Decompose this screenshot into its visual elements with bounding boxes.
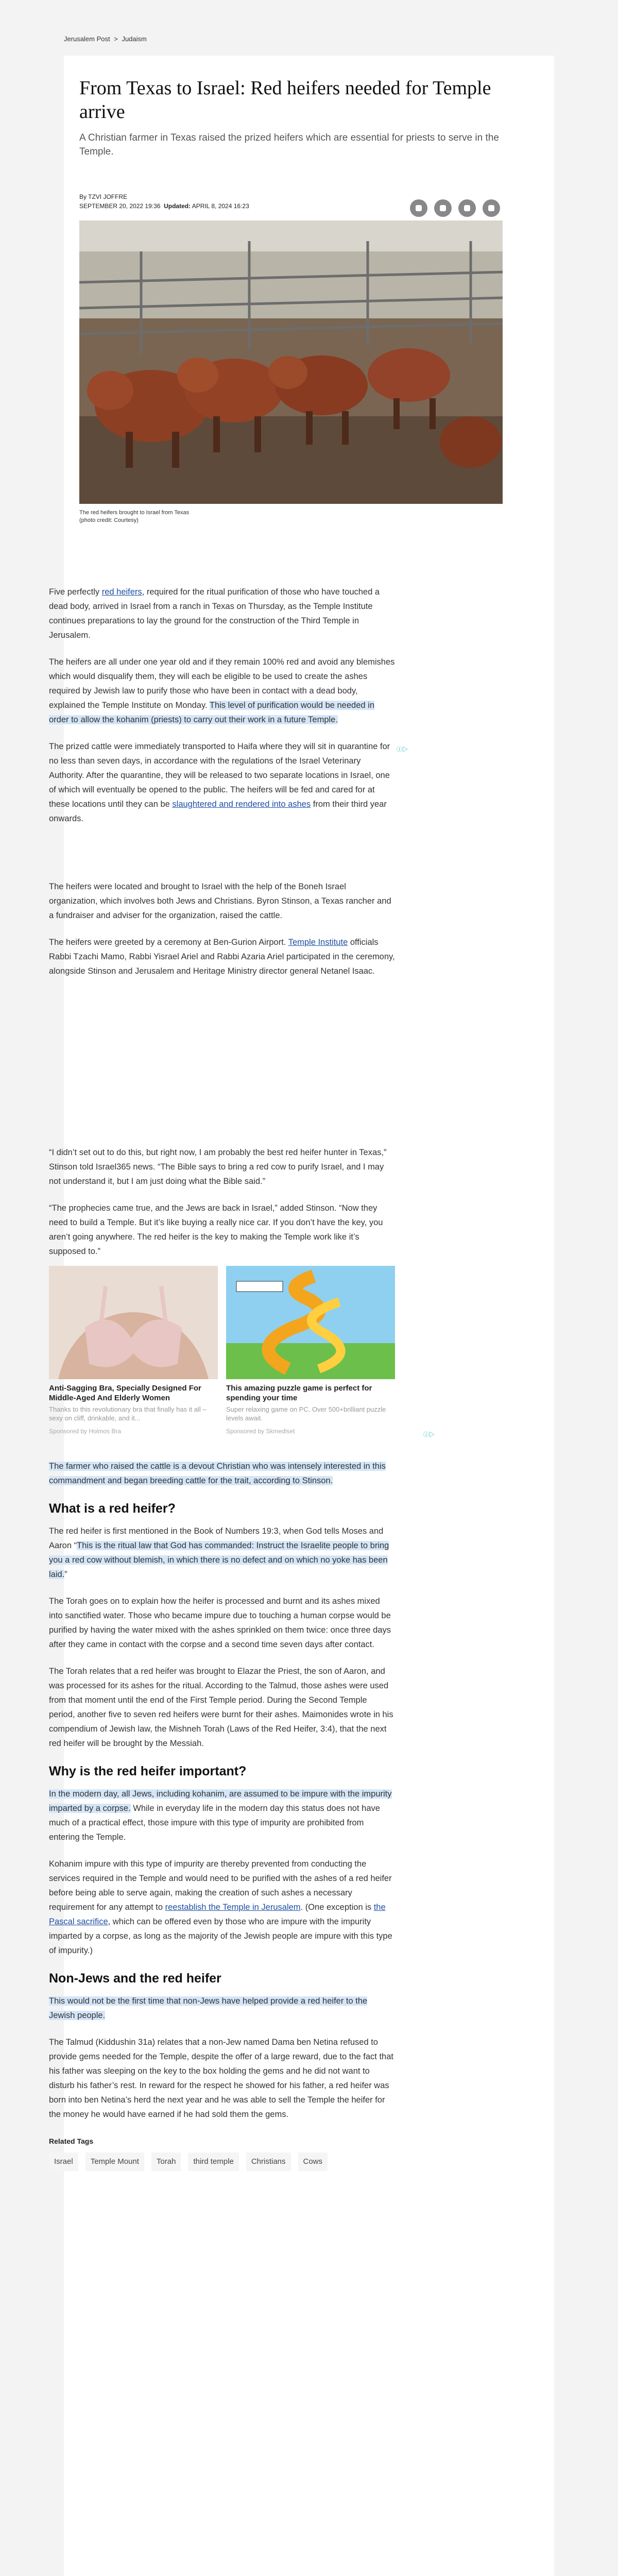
whatsapp-icon[interactable] <box>483 199 500 217</box>
tag-item[interactable]: Temple Mount <box>85 2153 144 2171</box>
paragraph: The heifers were located and brought to Israel with the help of the Boneh Israel organization, which involves both Jews and Christians. Byron Stinson, a Texas rancher and a fundraiser and adviser for the organization, raised the cattle. <box>49 882 391 920</box>
breadcrumb <box>64 35 149 43</box>
breadcrumb-section[interactable]: Judaism <box>122 35 147 43</box>
promo-title[interactable]: This amazing puzzle game is perfect for spending your time <box>226 1384 372 1402</box>
promo-sponsor: Sponsored by Skmedlset <box>226 1428 295 1435</box>
author[interactable]: By TZVI JOFFRE <box>79 193 128 200</box>
related-tags <box>49 2153 395 2171</box>
promo-image <box>49 1266 218 1379</box>
promo-card[interactable] <box>226 1266 395 1438</box>
related-tags-label: Related Tags <box>49 2137 94 2145</box>
reestablish-temple-link[interactable]: reestablish the Temple in Jerusalem <box>165 1903 301 1912</box>
article-body <box>49 585 395 2171</box>
highlighted-text: This would not be the first time that non-Jews have helped provide a red heifer to the Jewish people. <box>49 1996 368 2020</box>
bra-photo <box>49 1266 218 1379</box>
section-heading: Why is the red heifer important? <box>49 1764 247 1778</box>
red-heifers-photo <box>79 221 503 504</box>
promo-card[interactable] <box>49 1266 218 1438</box>
breadcrumb-site[interactable]: Jerusalem Post <box>64 35 110 43</box>
published-date: SEPTEMBER 20, 2022 19:36 <box>79 202 161 210</box>
highlighted-text: This is the ritual law that God has commanded: Instruct the Israelite people to bring you a red cow without blemish, in which there is no defect and on which no yoke has been laid. <box>49 1541 389 1579</box>
updated-date: APRIL 8, 2024 16:23 <box>192 202 249 210</box>
promo-desc: Super relaxing game on PC. Over 500+brilliant puzzle levels await. <box>226 1405 386 1422</box>
updated-label: Updated: <box>164 202 191 210</box>
twitter-icon[interactable] <box>434 199 452 217</box>
ad-slot <box>49 991 395 1145</box>
paragraph <box>49 1994 395 2023</box>
paragraph: Five perfectly red heifers, required for the ritual purification of those who have touched a dead body, arrived in Israel from a ranch in Texas on Thursday, as the Temple Institute continues preparations to lay the ground for the construction of the Third Temple in Jerusalem. <box>49 587 380 640</box>
paragraph: The red heifer is first mentioned in the Book of Numbers 19:3, when God tells Moses and Aaron “This is the ritual law that God has commanded: Instruct the Israelite people to bring you a red cow without blemish, in which there is no defect and on which no yoke has been laid.” <box>49 1527 389 1579</box>
email-icon[interactable] <box>410 199 427 217</box>
paragraph: The prized cattle were immediately transported to Haifa where they will sit in quarantine for no less than seven days, in accordance with the regulations of the Israel Veterinary Authority. After the quarantine, they will be released to two separate locations in Israel, one of which will eventually be opened to the public. The heifers will be fed and cared for at these locations until they can be slaughtered and rendered into ashes from their third year onwards. <box>49 742 390 823</box>
dates <box>79 201 249 211</box>
facebook-icon[interactable] <box>458 199 476 217</box>
breadcrumb-separator: > <box>114 35 118 43</box>
byline <box>79 192 249 211</box>
promo-title[interactable]: Anti-Sagging Bra, Specially Designed For Middle-Aged And Elderly Women <box>49 1384 201 1402</box>
paragraph <box>49 1459 395 1488</box>
tag-item[interactable]: Cows <box>298 2153 328 2171</box>
ad-slot <box>49 838 395 879</box>
paragraph: “I didn’t set out to do this, but right now, I am probably the best red heifer hunter in Texas,” Stinson told Israel365 news. “The Bible says to bring a red cow to purify Israel, and I may not understand it, but I am just doing what the Bible said.” <box>49 1148 387 1186</box>
paragraph: Kohanim impure with this type of impurity are thereby prevented from conducting the services required in the Temple and would need to be purified with the ashes of a red heifer before being able to serve again, making the creation of such ashes a necessary requirement for any attempt to reestablish the Temple in Jerusalem. (One exception is the Pascal sacrifice, which can be offered even by those who are impure with the impurity imparted by a corpse, as long as the majority of the Jewish people are impure with this type of impurity.) <box>49 1859 392 1955</box>
slaughtered-link[interactable]: slaughtered and rendered into ashes <box>172 800 311 809</box>
paragraph: “The prophecies came true, and the Jews are back in Israel,” added Stinson. “Now they need to build a Temple. But it’s like buying a really nice car. If you don’t have the key, you aren’t going anywhere. The red heifer is the key to making the Temple work like it’s supposed to.” <box>49 1204 383 1256</box>
red-heifers-link[interactable]: red heifers <box>101 587 142 597</box>
article-subtitle: A Christian farmer in Texas raised the prized heifers which are essential for priests to serve in the Temple. <box>79 132 499 157</box>
hero-image <box>79 221 503 504</box>
ad-choices-icon[interactable]: ⓘ▷ <box>423 1432 435 1438</box>
paragraph: The heifers are all under one year old and if they remain 100% red and avoid any blemishes which would disqualify them, they will each be eligible to be used to create the ashes required by Jewish law to purify those who have been in contact with a dead body, explained the Temple Institute on Monday. This level of purification would be needed in order to allow the kohanim (priests) to carry out their work in a future Temple. <box>49 657 395 724</box>
highlighted-text: In the modern day, all Jews, including kohanim, are assumed to be impure with the impurity imparted by a corpse. <box>49 1789 392 1813</box>
temple-institute-link[interactable]: Temple Institute <box>288 938 348 947</box>
tag-item[interactable]: Christians <box>246 2153 291 2171</box>
article-header <box>79 76 522 159</box>
section-heading: Non-Jews and the red heifer <box>49 1971 221 1986</box>
puzzle-game-art <box>226 1266 395 1379</box>
photo-caption <box>79 509 337 524</box>
paragraph: The Talmud (Kiddushin 31a) relates that a non-Jew named Dama ben Netina refused to provide gems needed for the Temple, despite the offer of a large reward, due to the fact that his father was sleeping on the key to the box holding the gems and he did not want to disturb his father’s rest. In reward for the respect he showed for his father, a red heifer was born into ben Netina’s herd the next year and he was able to sell the Temple the heifer for the money he would have earned if he had sold them the gems. <box>49 2038 393 2119</box>
paragraph: The heifers were greeted by a ceremony at Ben-Gurion Airport. Temple Institute officials Rabbi Tzachi Mamo, Rabbi Yisrael Ariel and Rabbi Azaria Ariel participated in the ceremony, alongside Stinson and Jerusalem and Heritage Ministry director general Netanel Isaac. <box>49 938 395 976</box>
sponsored-promos <box>49 1266 395 1438</box>
tag-item[interactable]: Torah <box>151 2153 181 2171</box>
promo-sponsor: Sponsored by Holmos Bra <box>49 1428 122 1435</box>
tag-item[interactable]: third temple <box>188 2153 238 2171</box>
section-heading: What is a red heifer? <box>49 1501 176 1516</box>
promo-image <box>226 1266 395 1379</box>
tag-item[interactable]: Israel <box>49 2153 78 2171</box>
paragraph: The Torah relates that a red heifer was brought to Elazar the Priest, the son of Aaron, and was processed for its ashes for the ritual. According to the Talmud, those ashes were used from that moment until the end of the First Temple period. During the Second Temple period, another five to seven red heifers were burnt for their ashes. Maimonides wrote in his compendium of Jewish law, the Mishneh Torah (Laws of the Red Heifer, 3:4), that the next red heifer will be brought by the Messiah. <box>49 1667 393 1748</box>
highlighted-text: The farmer who raised the cattle is a devout Christian who was intensely interested in this commandment and began breeding cattle for the trait, according to Stinson. <box>49 1462 386 1485</box>
promo-desc: Thanks to this revolutionary bra that finally has it all – sexy on cliff, drinkable, and it... <box>49 1405 207 1422</box>
paragraph: The Torah goes on to explain how the heifer is processed and burnt and its ashes mixed into sanctified water. Those who became impure due to touching a human corpse would be purified by having the water mixed with the ashes sprinkled on them twice: once three days after they came in contact with the corpse and a second time seven days after contact. <box>49 1597 391 1649</box>
pascal-sacrifice-link[interactable]: the Pascal sacrifice <box>49 1903 386 1926</box>
ad-choices-icon[interactable]: ⓘ▷ <box>397 747 408 753</box>
caption-text: The red heifers brought to Israel from Texas <box>79 510 190 516</box>
paragraph: In the modern day, all Jews, including kohanim, are assumed to be impure with the impurity imparted by a corpse. While in everyday life in the modern day this status does not have much of a practical effect, those impure with this type of impurity are prohibited from entering the Temple. <box>49 1789 392 1842</box>
share-bar <box>410 199 500 217</box>
photo-credit: (photo credit: Courtesy) <box>79 517 139 523</box>
highlighted-text: This level of purification would be needed in order to allow the kohanim (priests) to carry out their work in a future Temple. <box>49 701 374 724</box>
page-title: From Texas to Israel: Red heifers needed for Temple arrive <box>79 77 491 123</box>
